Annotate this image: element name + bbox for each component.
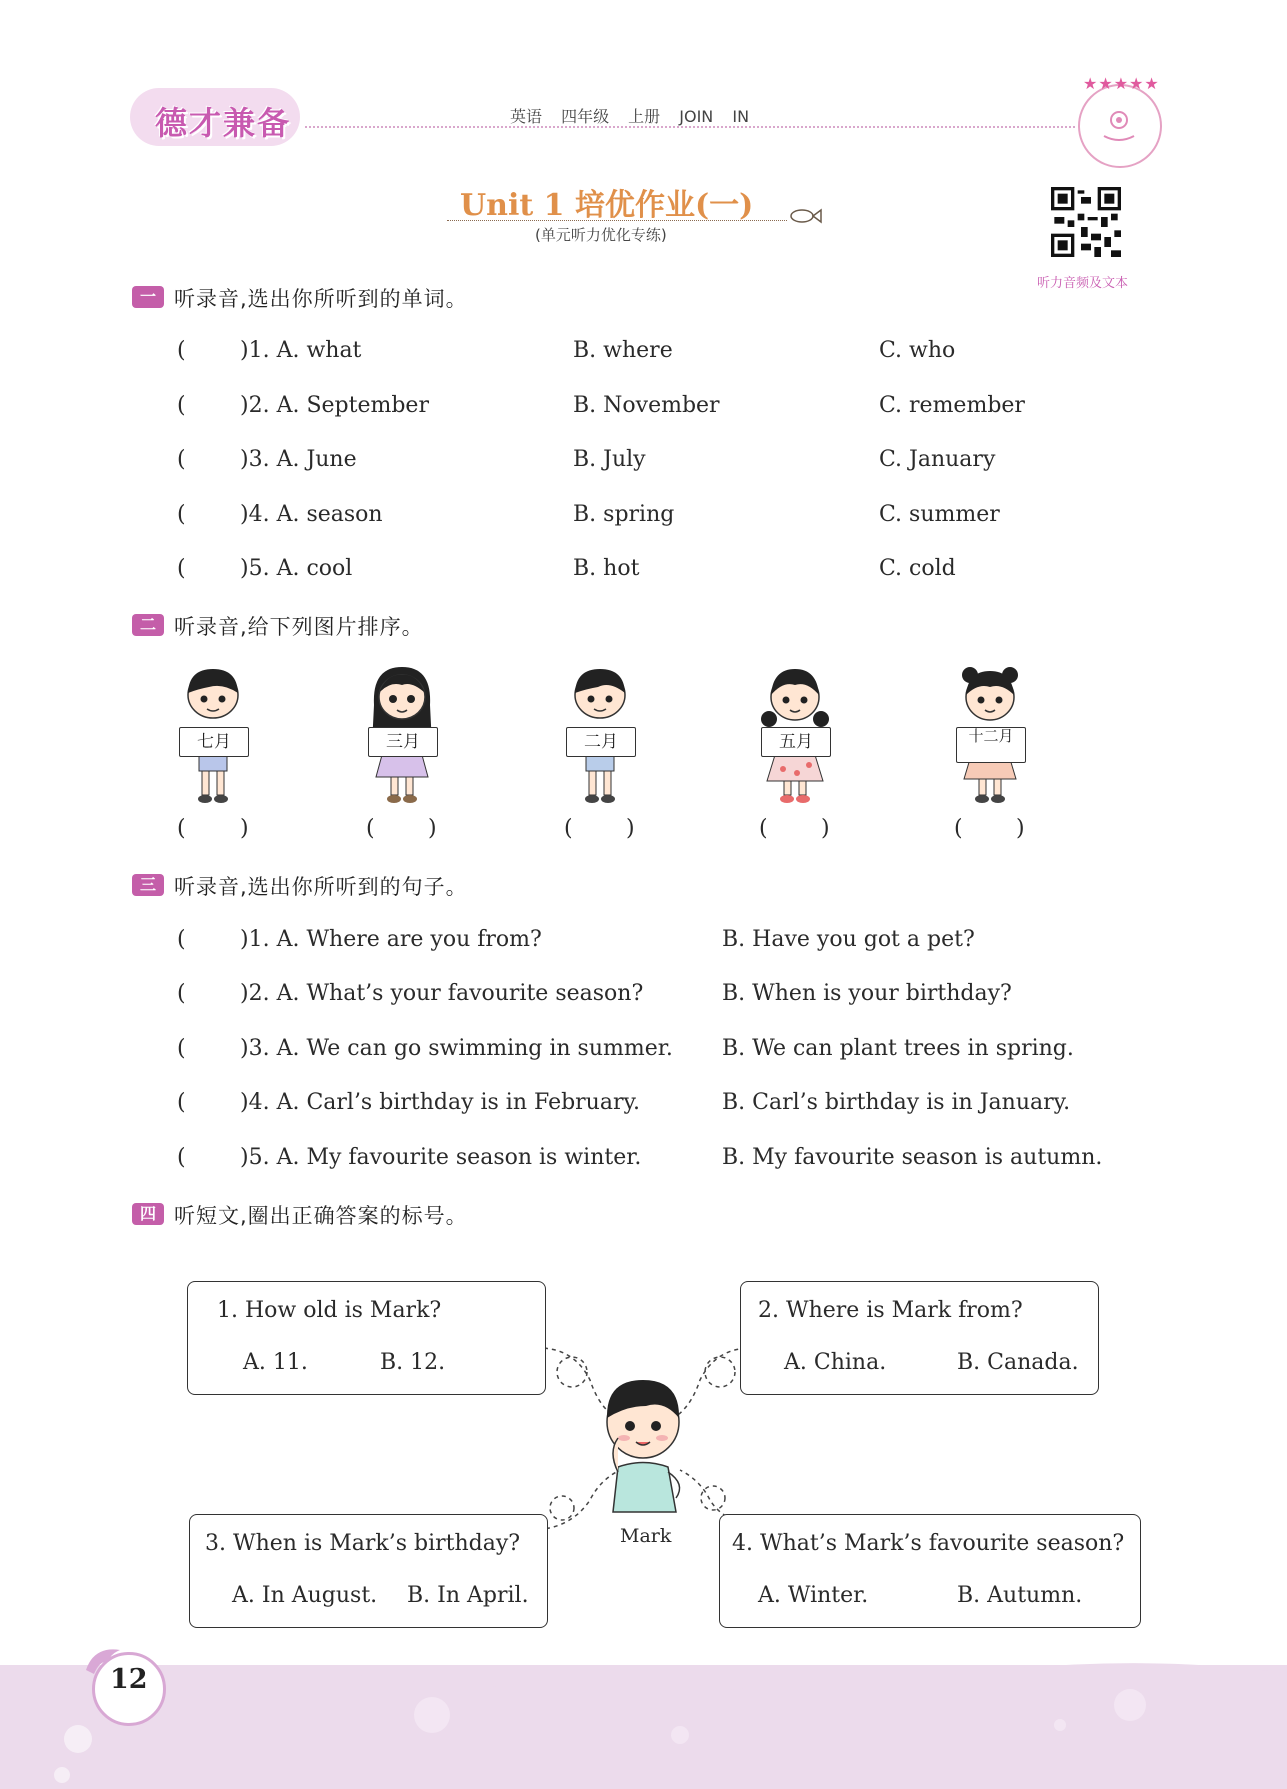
answer-blank[interactable]: ( bbox=[177, 927, 186, 952]
option-a: )1. A. what bbox=[240, 338, 362, 363]
option-b: B. We can plant trees in spring. bbox=[722, 1036, 1074, 1061]
answer-blank[interactable]: ( bbox=[177, 338, 186, 363]
answer-blank-close: ) bbox=[1016, 816, 1025, 841]
kid-card bbox=[362, 665, 442, 815]
option-a: )4. A. season bbox=[240, 502, 383, 527]
option-a[interactable]: A. 11. bbox=[243, 1350, 308, 1375]
section-heading-2: 听录音,给下列图片排序。 bbox=[174, 615, 424, 639]
option-c: C. summer bbox=[879, 502, 1000, 527]
option-b: B. When is your birthday? bbox=[722, 981, 1012, 1006]
option-b: B. Have you got a pet? bbox=[722, 927, 975, 952]
answer-blank-close: ) bbox=[240, 816, 249, 841]
answer-blank[interactable]: ( bbox=[759, 816, 768, 841]
answer-blank[interactable]: ( bbox=[177, 1036, 186, 1061]
answer-blank[interactable]: ( bbox=[177, 393, 186, 418]
answer-blank[interactable]: ( bbox=[366, 816, 375, 841]
answer-blank[interactable]: ( bbox=[954, 816, 963, 841]
option-a: )2. A. What’s your favourite season? bbox=[240, 981, 644, 1006]
seal-stars-icon: ★★★★★ bbox=[1083, 74, 1160, 93]
answer-blank-close: ) bbox=[821, 816, 830, 841]
question-text: 2. Where is Mark from? bbox=[758, 1298, 1023, 1323]
footer-decoration bbox=[0, 1635, 1287, 1789]
fish-icon bbox=[785, 205, 825, 227]
answer-blank[interactable]: ( bbox=[177, 556, 186, 581]
kid-card bbox=[755, 665, 835, 815]
option-b[interactable]: B. In April. bbox=[407, 1583, 529, 1608]
answer-blank-close: ) bbox=[626, 816, 635, 841]
answer-blank[interactable]: ( bbox=[177, 816, 186, 841]
header-info: 英语 四年级 上册 JOIN IN bbox=[510, 107, 750, 126]
option-a[interactable]: A. China. bbox=[784, 1350, 887, 1375]
title-underline bbox=[447, 220, 787, 221]
month-sign: 十二月 bbox=[956, 727, 1026, 763]
option-b[interactable]: B. Canada. bbox=[957, 1350, 1079, 1375]
qr-code-icon[interactable] bbox=[1051, 187, 1121, 257]
month-sign: 三月 bbox=[368, 727, 438, 757]
option-a: )3. A. June bbox=[240, 447, 357, 472]
option-a[interactable]: A. Winter. bbox=[758, 1583, 869, 1608]
kid-card bbox=[950, 665, 1030, 815]
option-c: C. January bbox=[879, 447, 996, 472]
section-badge-2: 二 bbox=[132, 614, 164, 636]
section-badge-3: 三 bbox=[132, 874, 164, 896]
section-heading-1: 听录音,选出你所听到的单词。 bbox=[174, 287, 468, 311]
option-a[interactable]: A. In August. bbox=[232, 1583, 378, 1608]
answer-blank[interactable]: ( bbox=[177, 1145, 186, 1170]
answer-blank[interactable]: ( bbox=[177, 447, 186, 472]
section-heading-4: 听短文,圈出正确答案的标号。 bbox=[174, 1204, 468, 1228]
page-subtitle: (单元听力优化专练) bbox=[535, 226, 667, 244]
option-b: B. where bbox=[573, 338, 673, 363]
option-a: )5. A. cool bbox=[240, 556, 353, 581]
question-text: 3. When is Mark’s birthday? bbox=[205, 1531, 521, 1556]
option-b: B. spring bbox=[573, 502, 675, 527]
character-label: Mark bbox=[620, 1525, 672, 1547]
option-c: C. remember bbox=[879, 393, 1025, 418]
answer-blank[interactable]: ( bbox=[177, 1090, 186, 1115]
option-a: )5. A. My favourite season is winter. bbox=[240, 1145, 642, 1170]
question-text: 4. What’s Mark’s favourite season? bbox=[732, 1531, 1125, 1556]
option-b[interactable]: B. 12. bbox=[380, 1350, 446, 1375]
option-b: B. My favourite season is autumn. bbox=[722, 1145, 1103, 1170]
section-heading-3: 听录音,选出你所听到的句子。 bbox=[174, 875, 468, 899]
month-sign: 二月 bbox=[566, 727, 636, 757]
month-sign: 七月 bbox=[179, 727, 249, 757]
brand-logo: 德才兼备 bbox=[155, 104, 292, 142]
option-c: C. who bbox=[879, 338, 956, 363]
option-c: C. cold bbox=[879, 556, 956, 581]
qr-caption: 听力音频及文本 bbox=[1037, 276, 1129, 291]
month-sign: 五月 bbox=[761, 727, 831, 757]
page-number: 12 bbox=[110, 1664, 148, 1695]
option-b[interactable]: B. Autumn. bbox=[957, 1583, 1083, 1608]
option-a: )3. A. We can go swimming in summer. bbox=[240, 1036, 673, 1061]
page-title: Unit 1 培优作业(一) bbox=[460, 188, 754, 223]
kid-card bbox=[173, 665, 253, 815]
answer-blank[interactable]: ( bbox=[564, 816, 573, 841]
option-a: )4. A. Carl’s birthday is in February. bbox=[240, 1090, 640, 1115]
section-badge-4: 四 bbox=[132, 1203, 164, 1225]
option-a: )2. A. September bbox=[240, 393, 429, 418]
mark-character-icon bbox=[588, 1372, 698, 1522]
kid-card bbox=[560, 665, 640, 815]
answer-blank-close: ) bbox=[428, 816, 437, 841]
answer-blank[interactable]: ( bbox=[177, 502, 186, 527]
option-b: B. November bbox=[573, 393, 720, 418]
answer-blank[interactable]: ( bbox=[177, 981, 186, 1006]
option-b: B. Carl’s birthday is in January. bbox=[722, 1090, 1071, 1115]
question-text: 1. How old is Mark? bbox=[217, 1298, 442, 1323]
section-badge-1: 一 bbox=[132, 286, 164, 308]
flower-icon bbox=[1094, 100, 1144, 150]
option-b: B. July bbox=[573, 447, 646, 472]
option-b: B. hot bbox=[573, 556, 640, 581]
option-a: )1. A. Where are you from? bbox=[240, 927, 542, 952]
